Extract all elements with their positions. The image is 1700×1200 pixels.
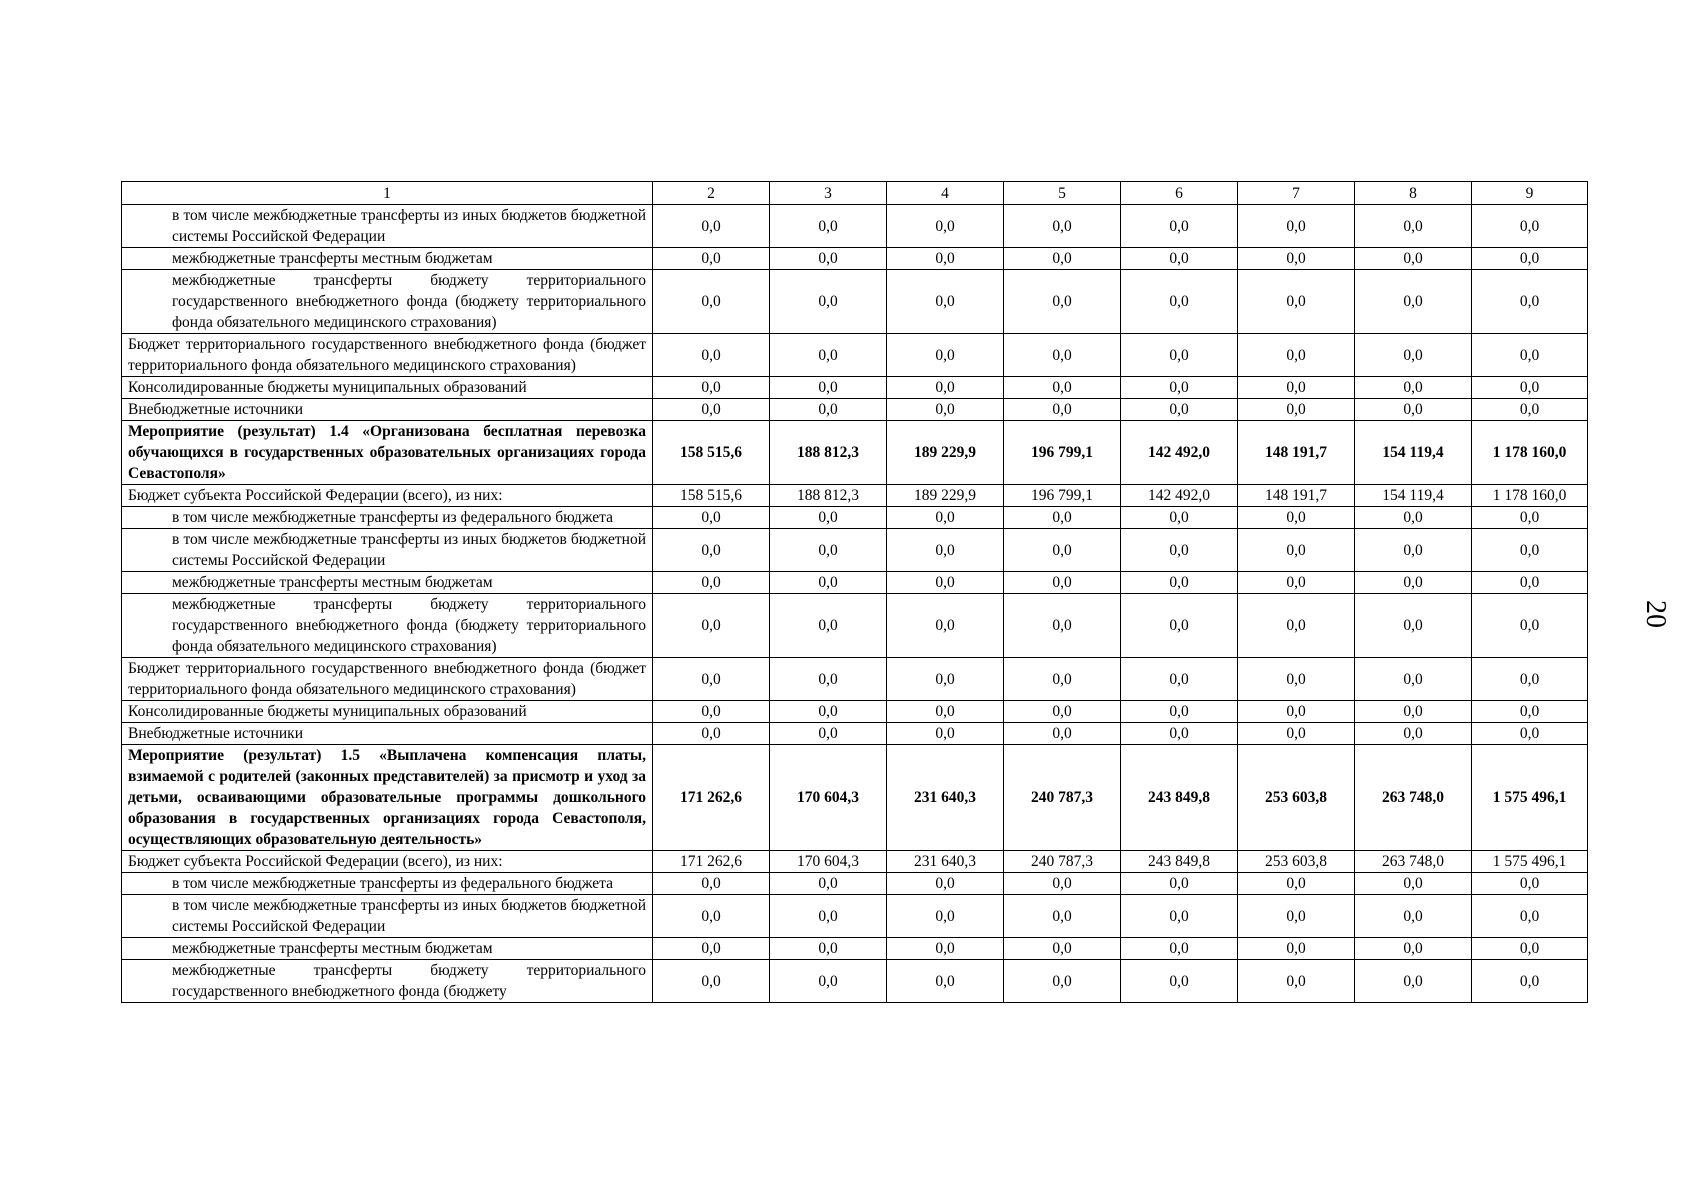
table-row: [122, 421, 1588, 485]
table-row: [122, 723, 1588, 745]
row-value: 0,0: [653, 399, 770, 421]
row-value: 0,0: [1472, 895, 1588, 938]
row-label: в том числе межбюджетные трансферты из федерального бюджета: [122, 873, 653, 895]
row-value: 240 787,3: [1004, 745, 1121, 851]
row-value: 253 603,8: [1238, 745, 1355, 851]
row-value: 0,0: [770, 270, 887, 334]
row-value: 0,0: [770, 334, 887, 377]
row-value: 0,0: [1238, 960, 1355, 1003]
row-value: 0,0: [1355, 205, 1472, 248]
row-value: 154 119,4: [1355, 421, 1472, 485]
row-value: 0,0: [1238, 377, 1355, 399]
row-value: 0,0: [1355, 334, 1472, 377]
row-value: 0,0: [1004, 507, 1121, 529]
row-value: 0,0: [1121, 270, 1238, 334]
column-header: 6: [1121, 182, 1238, 205]
row-value: 0,0: [887, 205, 1004, 248]
row-value: 0,0: [1004, 270, 1121, 334]
row-value: 0,0: [1004, 205, 1121, 248]
row-value: 0,0: [887, 248, 1004, 270]
row-value: 0,0: [887, 270, 1004, 334]
row-value: 0,0: [1472, 701, 1588, 723]
budget-table: [121, 181, 1588, 1003]
row-value: 0,0: [770, 205, 887, 248]
row-value: 0,0: [770, 377, 887, 399]
row-value: 0,0: [1472, 529, 1588, 572]
row-value: 0,0: [1121, 658, 1238, 701]
row-value: 0,0: [1355, 399, 1472, 421]
row-value: 0,0: [1238, 938, 1355, 960]
row-value: 0,0: [770, 701, 887, 723]
row-label: Бюджет территориального государственного внебюджетного фонда (бюджет территориального фонда обязательного медицинского страхования): [122, 334, 653, 377]
column-header: 4: [887, 182, 1004, 205]
row-value: 0,0: [1004, 658, 1121, 701]
row-label: Бюджет территориального государственного внебюджетного фонда (бюджет территориального фонда обязательного медицинского страхования): [122, 658, 653, 701]
row-value: 0,0: [1472, 658, 1588, 701]
table-row: [122, 529, 1588, 572]
row-value: 0,0: [770, 895, 887, 938]
row-value: 0,0: [1238, 701, 1355, 723]
row-value: 0,0: [1355, 377, 1472, 399]
table-body: [122, 205, 1588, 1003]
table-row: [122, 658, 1588, 701]
row-value: 0,0: [887, 399, 1004, 421]
row-value: 0,0: [653, 270, 770, 334]
row-value: 0,0: [1121, 723, 1238, 745]
row-value: 0,0: [887, 572, 1004, 594]
row-value: 0,0: [653, 205, 770, 248]
row-value: 0,0: [1121, 507, 1238, 529]
row-value: 0,0: [887, 873, 1004, 895]
row-value: 0,0: [1472, 960, 1588, 1003]
row-label: Бюджет субъекта Российской Федерации (всего), из них:: [122, 485, 653, 507]
row-value: 158 515,6: [653, 485, 770, 507]
row-value: 0,0: [1355, 895, 1472, 938]
row-value: 0,0: [887, 594, 1004, 658]
row-value: 0,0: [1121, 701, 1238, 723]
row-value: 0,0: [887, 507, 1004, 529]
column-header: 8: [1355, 182, 1472, 205]
table-row: [122, 895, 1588, 938]
row-value: 0,0: [1355, 658, 1472, 701]
row-value: 0,0: [1238, 572, 1355, 594]
row-value: 0,0: [770, 529, 887, 572]
table-row: [122, 205, 1588, 248]
row-value: 0,0: [653, 377, 770, 399]
row-value: 0,0: [770, 594, 887, 658]
row-value: 243 849,8: [1121, 745, 1238, 851]
row-value: 263 748,0: [1355, 851, 1472, 873]
row-value: 170 604,3: [770, 851, 887, 873]
row-value: 0,0: [1121, 248, 1238, 270]
row-value: 1 178 160,0: [1472, 485, 1588, 507]
row-value: 0,0: [653, 572, 770, 594]
page-number: 20: [1640, 600, 1671, 628]
row-label: Мероприятие (результат) 1.4 «Организована бесплатная перевозка обучающихся в государственных образовательных организациях города Севастополя»: [122, 421, 653, 485]
row-value: 0,0: [1472, 377, 1588, 399]
row-value: 0,0: [653, 723, 770, 745]
row-value: 171 262,6: [653, 851, 770, 873]
row-value: 0,0: [1355, 594, 1472, 658]
row-value: 0,0: [1238, 205, 1355, 248]
table-row: [122, 851, 1588, 873]
row-value: 0,0: [1472, 507, 1588, 529]
table-row: [122, 960, 1588, 1003]
row-value: 170 604,3: [770, 745, 887, 851]
row-value: 0,0: [1238, 529, 1355, 572]
row-value: 0,0: [1472, 205, 1588, 248]
table-row: [122, 399, 1588, 421]
row-value: 188 812,3: [770, 421, 887, 485]
table-row: [122, 572, 1588, 594]
row-label: Бюджет субъекта Российской Федерации (всего), из них:: [122, 851, 653, 873]
row-value: 0,0: [1472, 938, 1588, 960]
row-value: 0,0: [770, 248, 887, 270]
row-value: 0,0: [1472, 572, 1588, 594]
row-label: в том числе межбюджетные трансферты из иных бюджетов бюджетной системы Российской Федерации: [122, 529, 653, 572]
row-label: в том числе межбюджетные трансферты из иных бюджетов бюджетной системы Российской Федерации: [122, 205, 653, 248]
row-value: 0,0: [770, 507, 887, 529]
row-value: 0,0: [1238, 658, 1355, 701]
row-value: 0,0: [1121, 594, 1238, 658]
table-row: [122, 377, 1588, 399]
row-label: межбюджетные трансферты местным бюджетам: [122, 938, 653, 960]
table-row: [122, 938, 1588, 960]
row-value: 0,0: [770, 572, 887, 594]
row-value: 0,0: [653, 938, 770, 960]
row-value: 0,0: [1238, 507, 1355, 529]
row-value: 0,0: [1004, 723, 1121, 745]
row-value: 0,0: [1121, 572, 1238, 594]
row-value: 0,0: [653, 960, 770, 1003]
row-value: 158 515,6: [653, 421, 770, 485]
row-value: 243 849,8: [1121, 851, 1238, 873]
row-value: 0,0: [1472, 248, 1588, 270]
row-value: 171 262,6: [653, 745, 770, 851]
row-value: 154 119,4: [1355, 485, 1472, 507]
row-value: 0,0: [1238, 334, 1355, 377]
row-value: 0,0: [887, 658, 1004, 701]
header-row: [122, 182, 1588, 205]
row-value: 0,0: [1004, 377, 1121, 399]
row-value: 0,0: [1004, 938, 1121, 960]
row-label: межбюджетные трансферты бюджету территориального государственного внебюджетного фонда (бюджету территориального фонда обязательного медицинского страхования): [122, 270, 653, 334]
row-value: 0,0: [887, 960, 1004, 1003]
row-value: 0,0: [1238, 594, 1355, 658]
row-value: 253 603,8: [1238, 851, 1355, 873]
row-value: 1 178 160,0: [1472, 421, 1588, 485]
row-value: 0,0: [1238, 895, 1355, 938]
row-value: 0,0: [1355, 701, 1472, 723]
row-value: 0,0: [653, 895, 770, 938]
row-value: 0,0: [1004, 895, 1121, 938]
row-value: 148 191,7: [1238, 485, 1355, 507]
row-value: 0,0: [653, 873, 770, 895]
row-label: межбюджетные трансферты бюджету территориального государственного внебюджетного фонда (бюджету: [122, 960, 653, 1003]
row-label: в том числе межбюджетные трансферты из федерального бюджета: [122, 507, 653, 529]
row-value: 0,0: [1355, 938, 1472, 960]
row-value: 231 640,3: [887, 745, 1004, 851]
row-value: 0,0: [1004, 572, 1121, 594]
row-value: 0,0: [1238, 270, 1355, 334]
row-value: 0,0: [1121, 938, 1238, 960]
row-value: 0,0: [1004, 873, 1121, 895]
row-value: 0,0: [1004, 248, 1121, 270]
row-value: 0,0: [1238, 873, 1355, 895]
row-value: 0,0: [653, 701, 770, 723]
row-value: 0,0: [1472, 270, 1588, 334]
row-value: 0,0: [770, 960, 887, 1003]
row-value: 0,0: [653, 507, 770, 529]
table-row: [122, 701, 1588, 723]
row-value: 0,0: [1004, 594, 1121, 658]
row-value: 0,0: [1355, 572, 1472, 594]
row-value: 0,0: [770, 399, 887, 421]
row-value: 0,0: [770, 723, 887, 745]
row-value: 0,0: [887, 377, 1004, 399]
row-value: 0,0: [1238, 399, 1355, 421]
table-row: [122, 507, 1588, 529]
row-value: 0,0: [1121, 895, 1238, 938]
row-value: 0,0: [1472, 399, 1588, 421]
row-value: 0,0: [770, 658, 887, 701]
table-row: [122, 594, 1588, 658]
row-value: 0,0: [1121, 399, 1238, 421]
row-value: 142 492,0: [1121, 485, 1238, 507]
row-value: 0,0: [1121, 205, 1238, 248]
row-value: 1 575 496,1: [1472, 745, 1588, 851]
row-value: 142 492,0: [1121, 421, 1238, 485]
row-value: 0,0: [1238, 248, 1355, 270]
row-value: 1 575 496,1: [1472, 851, 1588, 873]
row-value: 0,0: [887, 895, 1004, 938]
row-value: 0,0: [1355, 529, 1472, 572]
table-row: [122, 248, 1588, 270]
row-value: 0,0: [1004, 701, 1121, 723]
row-value: 0,0: [770, 938, 887, 960]
row-value: 0,0: [653, 248, 770, 270]
column-header: 9: [1472, 182, 1588, 205]
row-value: 0,0: [1355, 960, 1472, 1003]
row-label: межбюджетные трансферты местным бюджетам: [122, 572, 653, 594]
table-row: [122, 873, 1588, 895]
row-label: Консолидированные бюджеты муниципальных образований: [122, 377, 653, 399]
table-row: [122, 334, 1588, 377]
row-value: 0,0: [1121, 334, 1238, 377]
row-value: 0,0: [1472, 873, 1588, 895]
row-value: 0,0: [1121, 960, 1238, 1003]
table-row: [122, 485, 1588, 507]
row-value: 0,0: [1004, 334, 1121, 377]
row-value: 240 787,3: [1004, 851, 1121, 873]
row-value: 0,0: [887, 701, 1004, 723]
row-label: Мероприятие (результат) 1.5 «Выплачена компенсация платы, взимаемой с родителей (законных представителей) за присмотр и уход за детьми, осваивающими образовательные программы дошкольного образования в государственных организациях города Севастополя, осуществляющих образовательную деятельность»: [122, 745, 653, 851]
row-value: 0,0: [1472, 334, 1588, 377]
row-value: 188 812,3: [770, 485, 887, 507]
row-value: 0,0: [1355, 270, 1472, 334]
row-value: 0,0: [887, 938, 1004, 960]
row-value: 0,0: [653, 529, 770, 572]
row-label: межбюджетные трансферты местным бюджетам: [122, 248, 653, 270]
row-value: 0,0: [887, 529, 1004, 572]
row-value: 0,0: [1472, 594, 1588, 658]
table-row: [122, 745, 1588, 851]
row-value: 0,0: [1355, 248, 1472, 270]
column-header: 2: [653, 182, 770, 205]
row-value: 0,0: [653, 658, 770, 701]
row-value: 0,0: [1355, 507, 1472, 529]
row-value: 0,0: [887, 334, 1004, 377]
row-value: 0,0: [1472, 723, 1588, 745]
row-value: 0,0: [1004, 960, 1121, 1003]
column-header: 7: [1238, 182, 1355, 205]
row-label: Консолидированные бюджеты муниципальных образований: [122, 701, 653, 723]
row-value: 196 799,1: [1004, 485, 1121, 507]
row-value: 0,0: [1004, 529, 1121, 572]
row-value: 0,0: [1355, 873, 1472, 895]
row-label: Внебюджетные источники: [122, 399, 653, 421]
table-row: [122, 270, 1588, 334]
row-value: 189 229,9: [887, 485, 1004, 507]
column-header: 3: [770, 182, 887, 205]
row-value: 0,0: [653, 334, 770, 377]
row-value: 0,0: [1121, 529, 1238, 572]
row-value: 263 748,0: [1355, 745, 1472, 851]
column-header: 5: [1004, 182, 1121, 205]
column-header: 1: [122, 182, 653, 205]
row-value: 0,0: [1004, 399, 1121, 421]
row-value: 0,0: [1121, 377, 1238, 399]
row-value: 0,0: [653, 594, 770, 658]
row-label: межбюджетные трансферты бюджету территориального государственного внебюджетного фонда (бюджету территориального фонда обязательного медицинского страхования): [122, 594, 653, 658]
row-value: 0,0: [1355, 723, 1472, 745]
row-value: 0,0: [1238, 723, 1355, 745]
row-value: 0,0: [887, 723, 1004, 745]
row-label: в том числе межбюджетные трансферты из иных бюджетов бюджетной системы Российской Федерации: [122, 895, 653, 938]
row-value: 231 640,3: [887, 851, 1004, 873]
row-value: 0,0: [1121, 873, 1238, 895]
row-value: 0,0: [770, 873, 887, 895]
row-value: 148 191,7: [1238, 421, 1355, 485]
row-label: Внебюджетные источники: [122, 723, 653, 745]
row-value: 189 229,9: [887, 421, 1004, 485]
row-value: 196 799,1: [1004, 421, 1121, 485]
